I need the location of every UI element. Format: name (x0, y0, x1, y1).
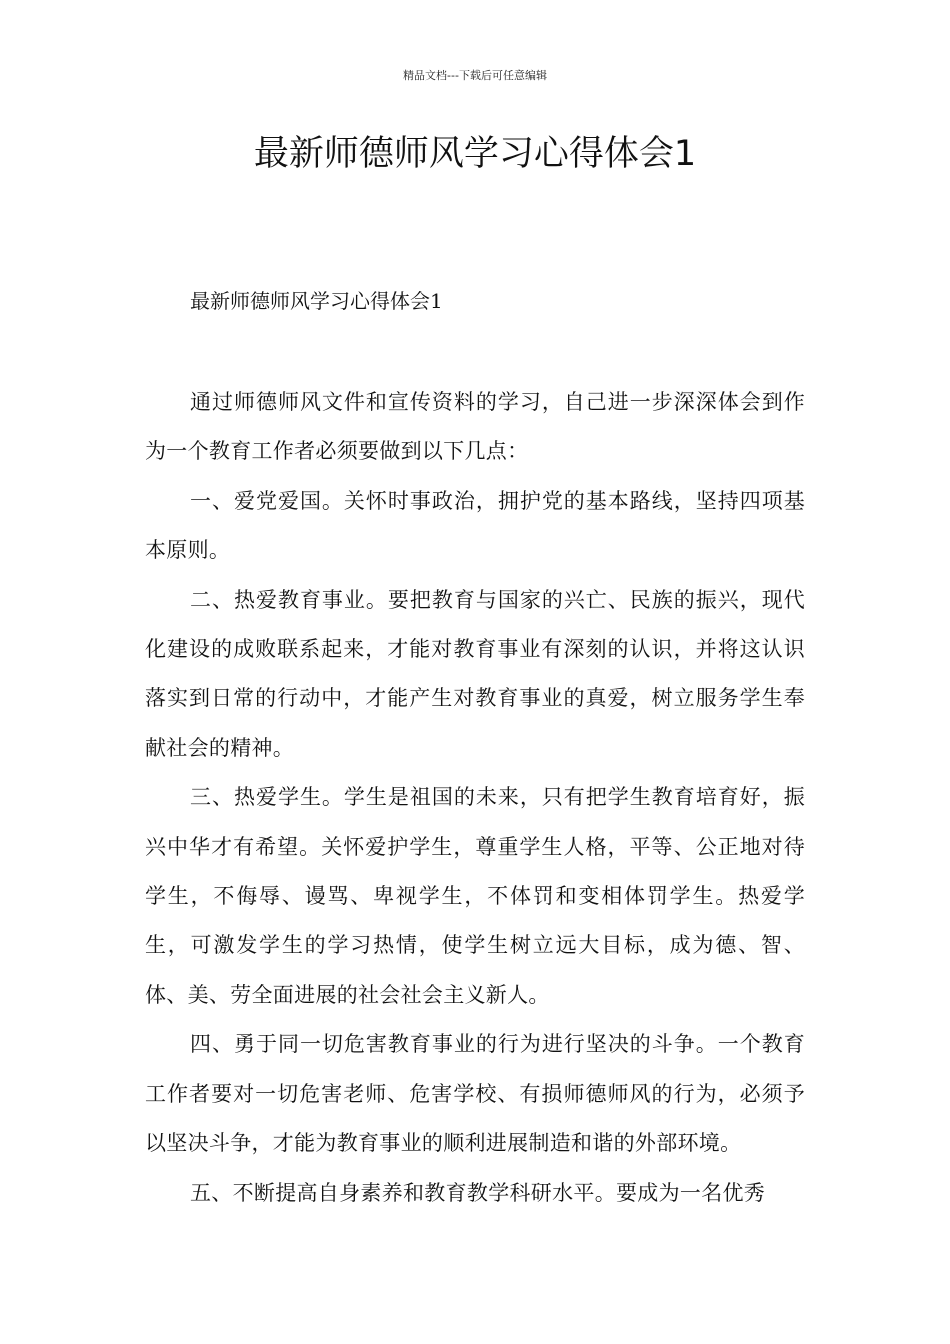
paragraph-point-2: 二、热爱教育事业。要把教育与国家的兴亡、民族的振兴，现代化建设的成败联系起来，才能对教育事业有深刻的认识，并将这认识落实到日常的行动中，才能产生对教育事业的真爱，树立服务学生奉献社会的精神。 (145, 587, 805, 760)
paragraph-point-1: 一、爱党爱国。关怀时事政治，拥护党的基本路线，坚持四项基本原则。 (145, 488, 805, 563)
header-note: 精品文档---下载后可任意编辑 (403, 69, 547, 82)
paragraph-point-5: 五、不断提高自身素养和教育教学科研水平。要成为一名优秀 (190, 1180, 766, 1205)
paragraph-intro: 通过师德师风文件和宣传资料的学习，自己进一步深深体会到作为一个教育工作者必须要做到以下几点： (145, 390, 805, 464)
document-body (145, 378, 805, 1218)
document-title: 最新师德师风学习心得体会1 (253, 134, 697, 174)
paragraph-point-3: 三、热爱学生。学生是祖国的未来，只有把学生教育培育好，振兴中华才有希望。关怀爱护学生，尊重学生人格，平等、公正地对待学生，不侮辱、谩骂、卑视学生，不体罚和变相体罚学生。热爱学生，可激发学生的学习热情，使学生树立远大目标，成为德、智、体、美、劳全面进展的社会社会主义新人。 (145, 785, 805, 1007)
paragraph-point-4: 四、勇于同一切危害教育事业的行为进行坚决的斗争。一个教育工作者要对一切危害老师、危害学校、有损师德师风的行为，必须予以坚决斗争，才能为教育事业的顺利进展制造和谐的外部环境。 (145, 1032, 805, 1156)
document-subtitle: 最新师德师风学习心得体会1 (190, 289, 443, 313)
